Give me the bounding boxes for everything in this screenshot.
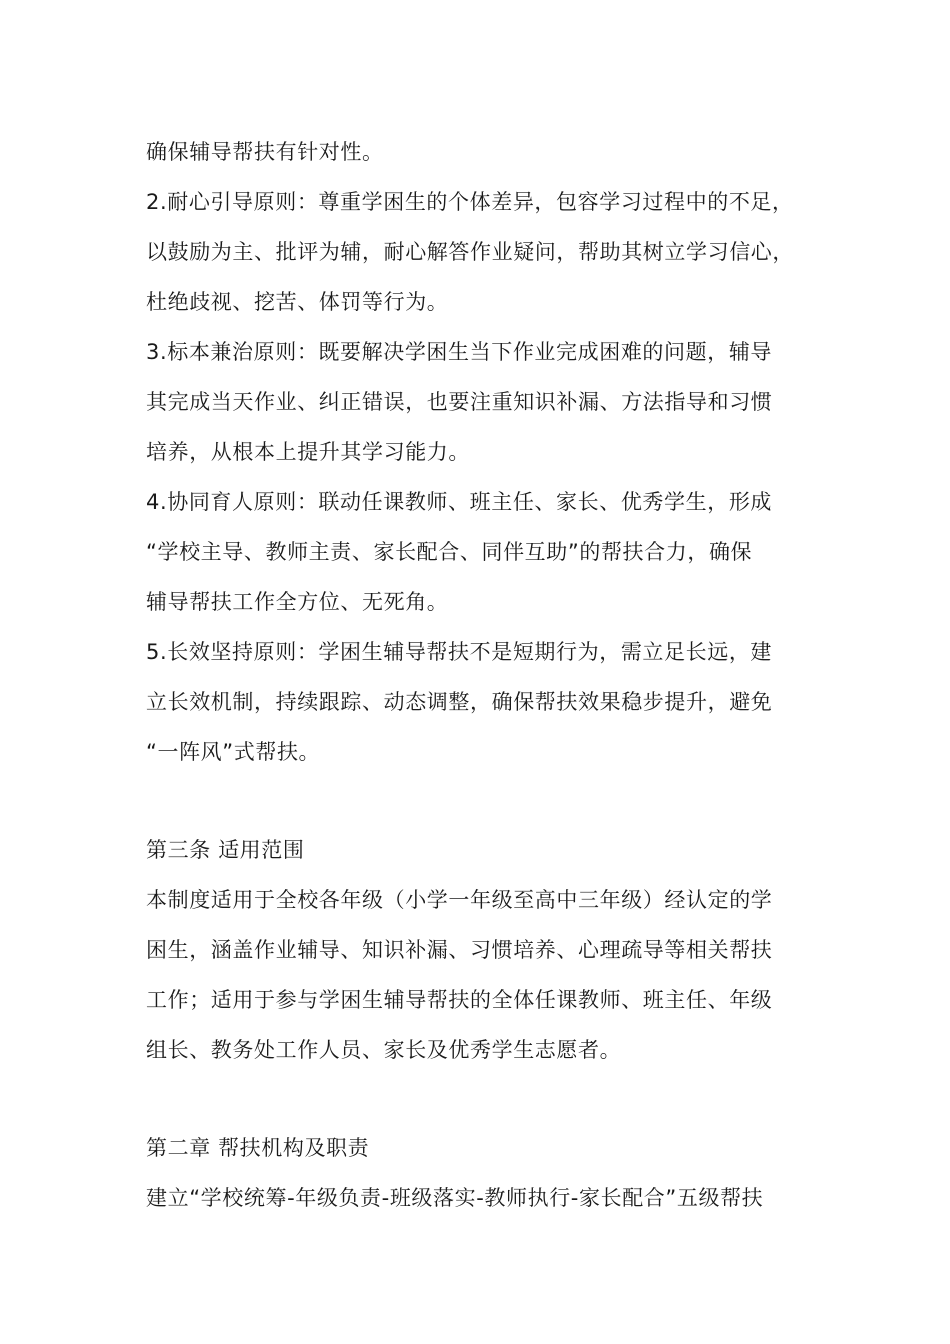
paragraph-line: 确保辅导帮扶有针对性。 [146, 140, 384, 164]
chapter-2-line-1: 建立“学校统筹-年级负责-班级落实-教师执行-家长配合”五级帮扶 [146, 1186, 764, 1210]
scope-line-4: 组长、教务处工作人员、家长及优秀学生志愿者。 [146, 1038, 622, 1062]
section-heading-article-3: 第三条 适用范围 [146, 838, 305, 862]
principle-4-line-1: 4.协同育人原则：联动任课教师、班主任、家长、优秀学生，形成 [146, 490, 773, 514]
principle-3-line-3: 培养，从根本上提升其学习能力。 [146, 440, 470, 464]
principle-5-line-1: 5.长效坚持原则：学困生辅导帮扶不是短期行为，需立足长远，建 [146, 640, 773, 664]
principle-2-line-2: 以鼓励为主、批评为辅，耐心解答作业疑问，帮助其树立学习信心， [146, 240, 794, 264]
scope-line-1: 本制度适用于全校各年级（小学一年级至高中三年级）经认定的学 [146, 888, 773, 912]
principle-2-line-1: 2.耐心引导原则：尊重学困生的个体差异，包容学习过程中的不足， [146, 190, 794, 214]
scope-line-3: 工作；适用于参与学困生辅导帮扶的全体任课教师、班主任、年级 [146, 988, 773, 1012]
principle-4-line-2: “学校主导、教师主责、家长配合、同伴互助”的帮扶合力，确保 [146, 540, 753, 564]
principle-2-line-3: 杜绝歧视、挖苦、体罚等行为。 [146, 290, 449, 314]
principle-5-line-3: “一阵风”式帮扶。 [146, 740, 321, 764]
principle-3-line-2: 其完成当天作业、纠正错误，也要注重知识补漏、方法指导和习惯 [146, 390, 773, 414]
principle-5-line-2: 立长效机制，持续跟踪、动态调整，确保帮扶效果稳步提升，避免 [146, 690, 773, 714]
chapter-heading-2: 第二章 帮扶机构及职责 [146, 1136, 370, 1160]
principle-4-line-3: 辅导帮扶工作全方位、无死角。 [146, 590, 449, 614]
principle-3-line-1: 3.标本兼治原则：既要解决学困生当下作业完成困难的问题，辅导 [146, 340, 773, 364]
scope-line-2: 困生，涵盖作业辅导、知识补漏、习惯培养、心理疏导等相关帮扶 [146, 938, 773, 962]
